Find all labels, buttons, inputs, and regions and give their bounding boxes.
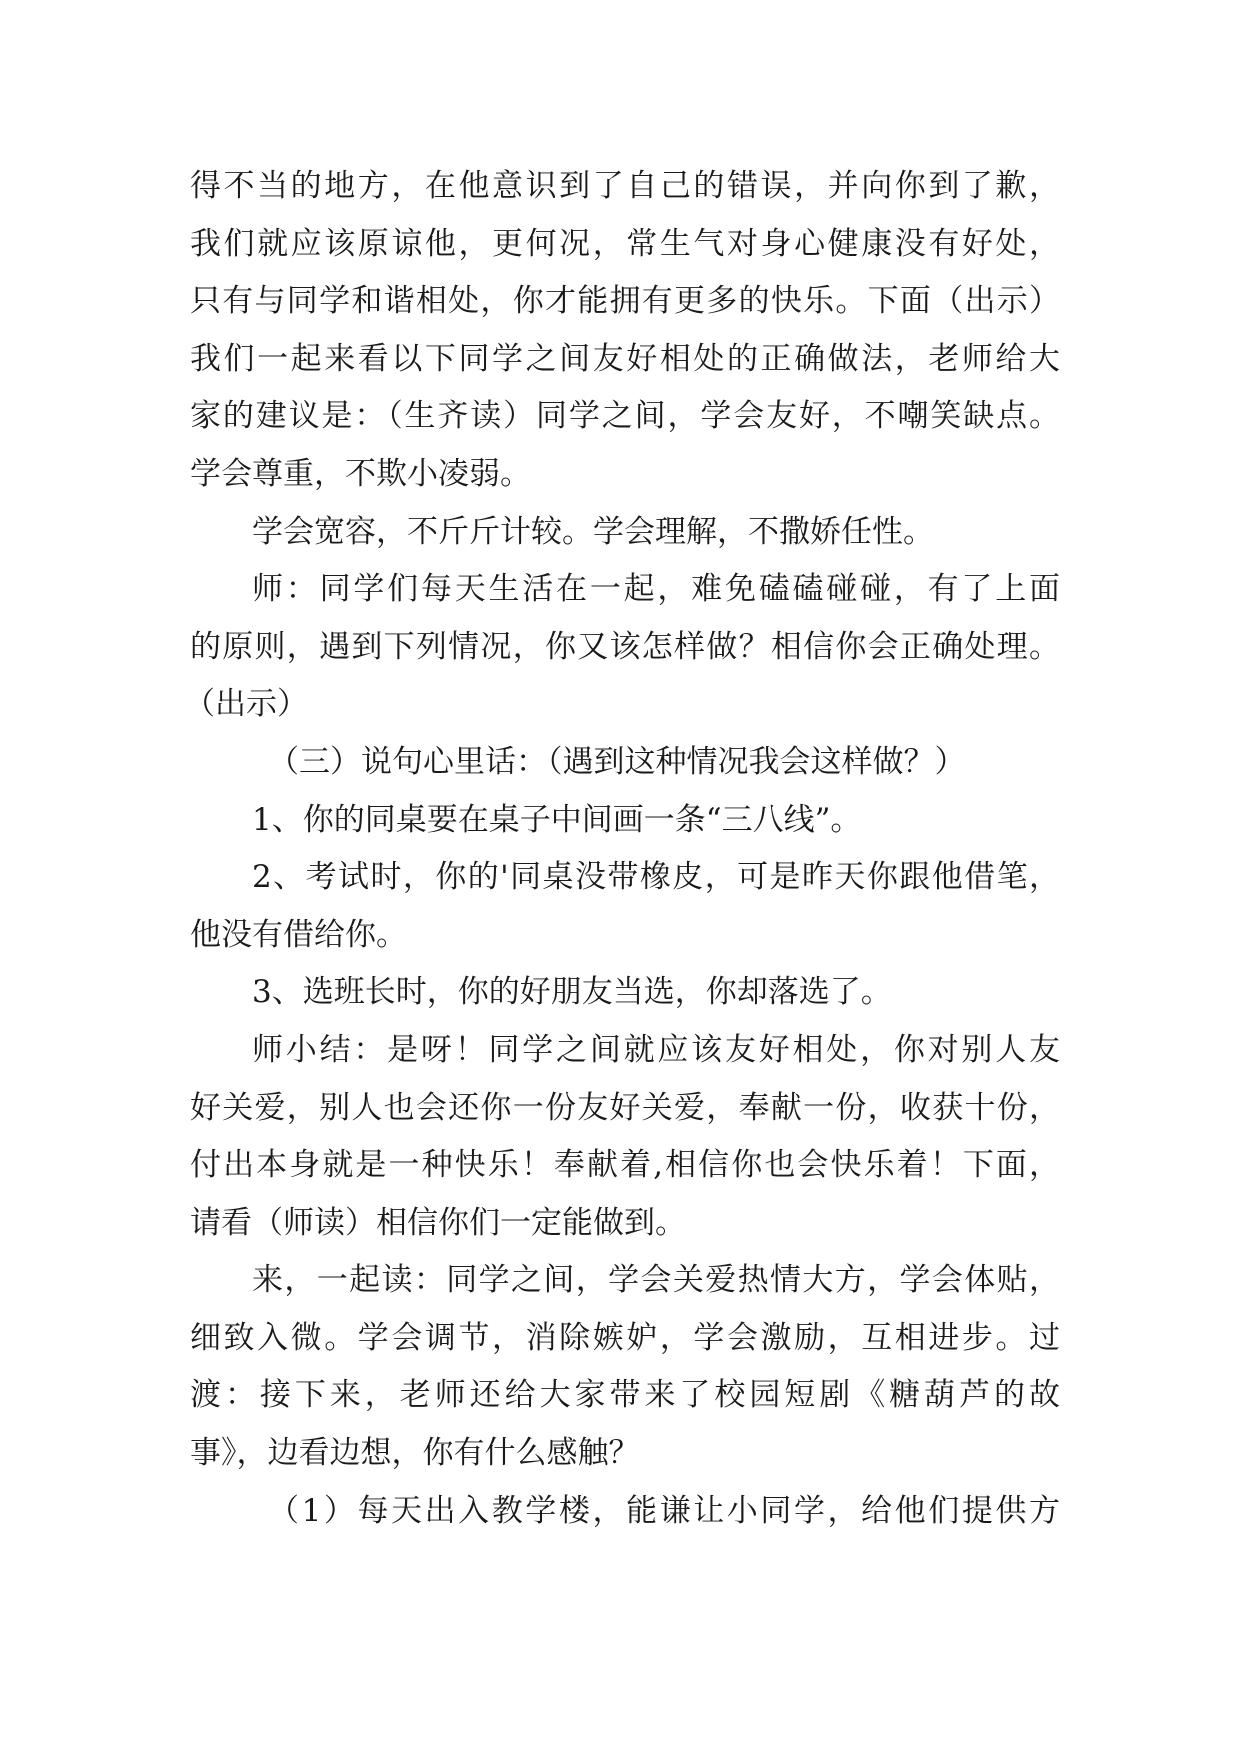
text-line: 渡：接下来，老师还给大家带来了校园短剧《糖葫芦的故 [190, 1377, 1060, 1414]
document-body [184, 158, 1060, 1540]
text-line: 只有与同学和谐相处，你才能拥有更多的快乐。下面（出示） [190, 283, 1060, 320]
list-item: 3、选班长时，你的好朋友当选，你却落选了。 [252, 974, 892, 1011]
text-line: 的原则，遇到下列情况，你又该怎样做？相信你会正确处理。 [190, 628, 1060, 665]
text-line: 家的建议是：（生齐读）同学之间，学会友好，不嘲笑缺点。 [190, 398, 1060, 435]
text-line: 付出本身就是一种快乐！奉献着,相信你也会快乐着！下面， [190, 1147, 1060, 1184]
paragraph-start-line: 师小结：是呀！同学之间就应该友好相处，你对别人友 [252, 1031, 1060, 1068]
list-item: （1）每天出入教学楼，能谦让小同学，给他们提供方 [268, 1492, 1060, 1529]
text-line: 事》，边看边想，你有什么感触？ [190, 1435, 640, 1472]
text-line: 细致入微。学会调节，消除嫉妒，学会激励，互相进步。过 [190, 1319, 1060, 1356]
section-heading: （三）说句心里话：（遇到这种情况我会这样做？） [268, 743, 966, 780]
paragraph-start-line: 学会宽容，不斤斤计较。学会理解，不撒娇任性。 [252, 513, 934, 550]
paragraph-start-line: 师：同学们每天生活在一起，难免磕磕碰碰，有了上面 [252, 571, 1060, 608]
text-line: 得不当的地方，在他意识到了自己的错误，并向你到了歉， [190, 168, 1060, 204]
text-line: 我们一起来看以下同学之间友好相处的正确做法，老师给大 [190, 340, 1060, 377]
paragraph-start-line: 来，一起读：同学之间，学会关爱热情大方，学会体贴， [252, 1262, 1060, 1299]
list-item: 1、你的同桌要在桌子中间画一条“三八线”。 [252, 801, 862, 838]
text-line: 好关爱，别人也会还你一份友好关爱，奉献一份，收获十份， [190, 1089, 1060, 1126]
text-line: 学会尊重，不欺小凌弱。 [190, 455, 531, 492]
text-line: （出示） [184, 686, 308, 723]
text-line: 请看（师读）相信你们一定能做到。 [190, 1204, 686, 1241]
list-item: 2、考试时，你的'同桌没带橡皮，可是昨天你跟他借笔， [252, 859, 1060, 896]
text-line: 我们就应该原谅他，更何况，常生气对身心健康没有好处， [190, 225, 1060, 262]
text-line: 他没有借给你。 [190, 916, 407, 953]
